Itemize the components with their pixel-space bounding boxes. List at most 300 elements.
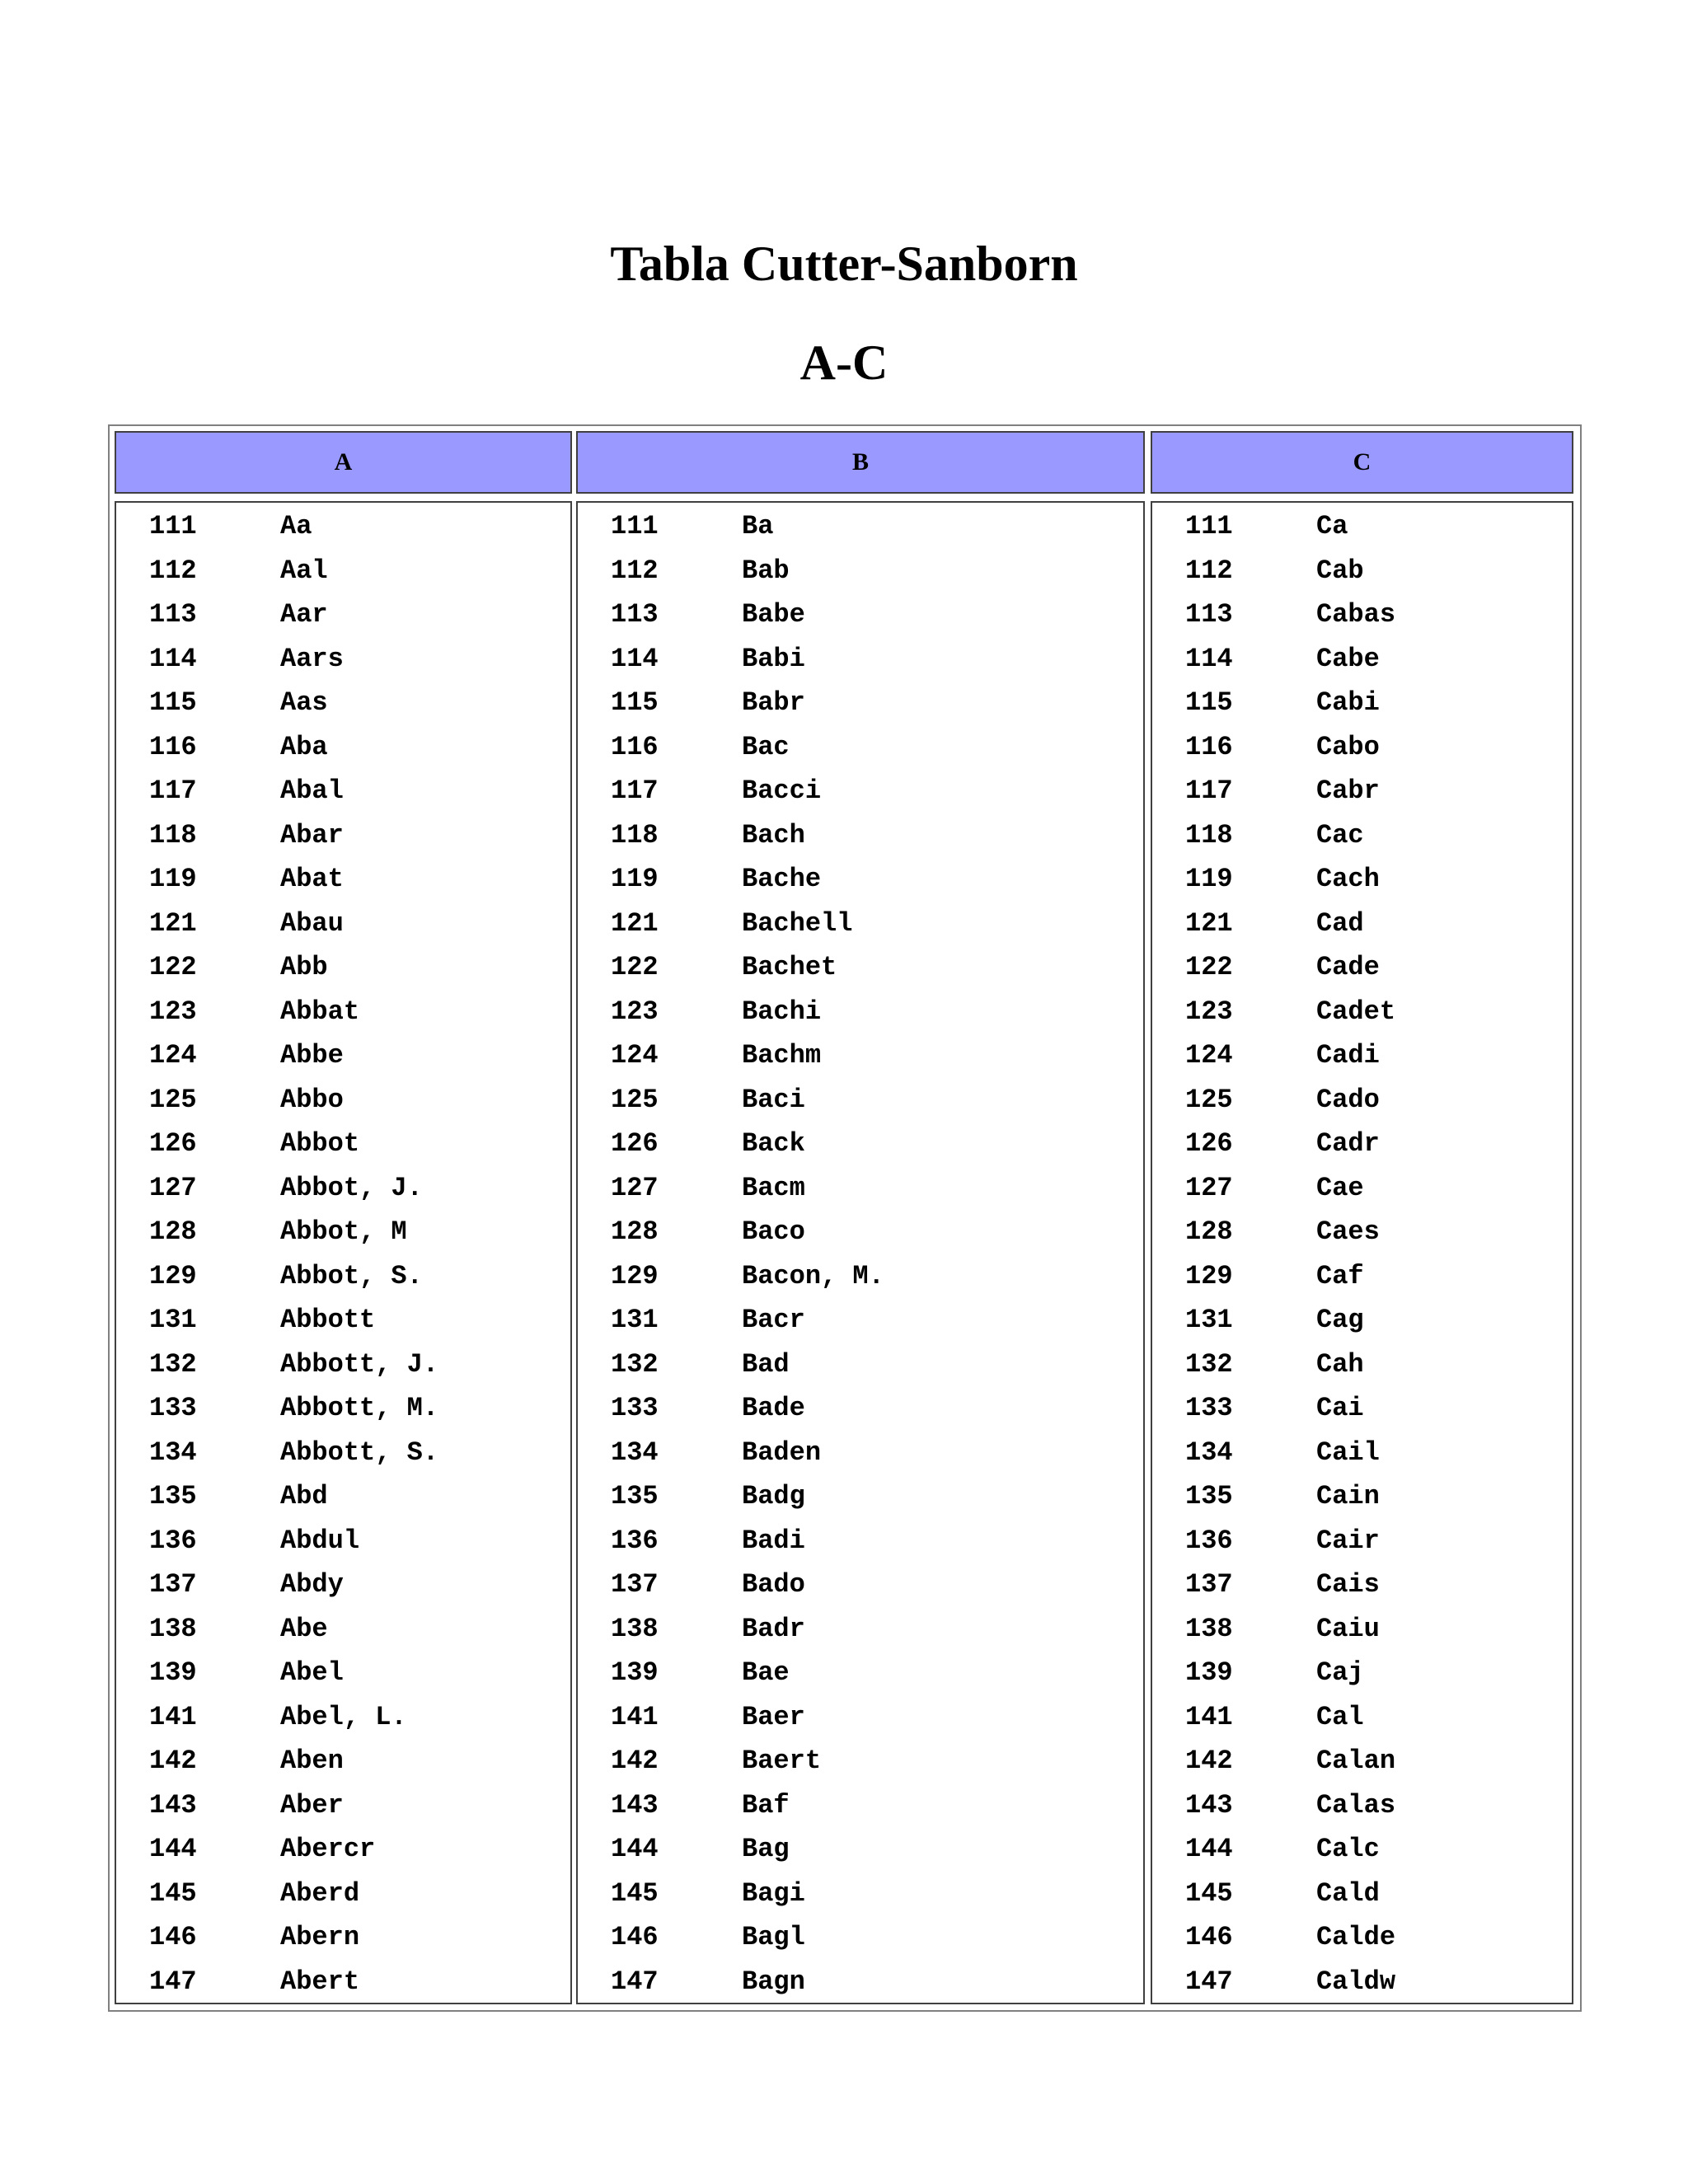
- cutter-name: Abdul: [280, 1525, 360, 1556]
- table-row: [578, 1040, 1143, 1085]
- cutter-number: 126: [1185, 1128, 1233, 1159]
- table-row: [1152, 1657, 1572, 1702]
- cutter-name: Caiu: [1316, 1613, 1380, 1644]
- cutter-name: Badr: [742, 1613, 805, 1644]
- cutter-name: Cadet: [1316, 996, 1396, 1027]
- cutter-name: Bae: [742, 1657, 790, 1688]
- table-row: [1152, 599, 1572, 644]
- cutter-name: Baci: [742, 1084, 805, 1115]
- cutter-name: Cair: [1316, 1525, 1380, 1556]
- cutter-number: 144: [149, 1834, 197, 1864]
- table-row: [1152, 1834, 1572, 1878]
- cutter-name: Babi: [742, 643, 805, 674]
- cutter-name: Abern: [280, 1922, 360, 1952]
- cutter-name: Cabas: [1316, 599, 1396, 630]
- cutter-name: Bac: [742, 731, 790, 762]
- cutter-name: Cabr: [1316, 776, 1380, 806]
- table-row: [1152, 1128, 1572, 1173]
- cutter-name: Cabe: [1316, 643, 1380, 674]
- cutter-number: 129: [1185, 1260, 1233, 1291]
- cutter-number: 136: [1185, 1525, 1233, 1556]
- cutter-number: 126: [611, 1128, 659, 1159]
- cutter-number: 134: [611, 1436, 659, 1468]
- cutter-number: 118: [611, 819, 659, 851]
- cutter-name: Abbo: [280, 1084, 344, 1115]
- table-row: [116, 1173, 570, 1217]
- cutter-number: 139: [1185, 1657, 1233, 1688]
- cutter-name: Babe: [742, 599, 805, 630]
- cutter-number: 123: [1185, 996, 1233, 1027]
- cutter-number: 144: [1185, 1834, 1233, 1864]
- cutter-number: 131: [1185, 1305, 1233, 1335]
- table-row: [1152, 1526, 1572, 1570]
- cutter-name: Caldw: [1316, 1966, 1396, 1997]
- table-row: [578, 1790, 1143, 1835]
- cutter-number: 134: [149, 1436, 197, 1468]
- cutter-number: 146: [1185, 1922, 1233, 1952]
- table-row: [116, 687, 570, 732]
- cutter-name: Abbott: [280, 1305, 376, 1335]
- table-row: [1152, 1702, 1572, 1746]
- cutter-number: 132: [149, 1348, 197, 1380]
- table-row: [578, 1526, 1143, 1570]
- page-title: Tabla Cutter-Sanborn: [610, 237, 1078, 291]
- cutter-name: Cac: [1316, 819, 1364, 851]
- cutter-name: Cach: [1316, 864, 1380, 894]
- cutter-name: Cab: [1316, 555, 1364, 586]
- table-row: [116, 1834, 570, 1878]
- table-row: [116, 1437, 570, 1482]
- cutter-number: 141: [1185, 1701, 1233, 1732]
- cutter-name: Abel, L.: [280, 1701, 407, 1732]
- table-row: [1152, 1261, 1572, 1305]
- cutter-number: 111: [1185, 511, 1233, 541]
- table-row: [116, 511, 570, 555]
- cutter-name: Abat: [280, 864, 344, 894]
- cutter-number: 135: [611, 1481, 659, 1511]
- table-row: [578, 1746, 1143, 1790]
- cutter-name: Bachell: [742, 907, 853, 939]
- table-row: [1152, 996, 1572, 1041]
- table-row: [116, 1922, 570, 1966]
- cutter-number: 125: [611, 1084, 659, 1115]
- cutter-name: Bag: [742, 1834, 790, 1864]
- table-row: [116, 996, 570, 1041]
- table-row: [578, 1702, 1143, 1746]
- table-row: [1152, 1349, 1572, 1394]
- table-row: [1152, 1790, 1572, 1835]
- table-row: [578, 908, 1143, 953]
- cutter-name: Abbe: [280, 1040, 344, 1071]
- cutter-number: 121: [149, 907, 197, 939]
- cutter-number: 137: [1185, 1569, 1233, 1600]
- table-row: [578, 644, 1143, 688]
- cutter-name: Cado: [1316, 1084, 1380, 1115]
- table-row: [116, 1261, 570, 1305]
- cutter-number: 117: [149, 776, 197, 806]
- table-row: [578, 864, 1143, 908]
- cutter-number: 118: [149, 819, 197, 851]
- cutter-number: 129: [149, 1260, 197, 1291]
- cutter-number: 126: [149, 1128, 197, 1159]
- cutter-name: Cadr: [1316, 1128, 1380, 1159]
- table-row: [578, 1922, 1143, 1966]
- cutter-name: Bagl: [742, 1922, 805, 1952]
- cutter-number: 122: [149, 952, 197, 982]
- table-row: [578, 1966, 1143, 2011]
- cutter-number: 137: [149, 1569, 197, 1600]
- table-row: [578, 1128, 1143, 1173]
- cutter-name: Back: [742, 1128, 805, 1159]
- cutter-number: 133: [149, 1393, 197, 1423]
- cutter-name: Abau: [280, 907, 344, 939]
- cutter-number: 136: [611, 1525, 659, 1556]
- cutter-number: 143: [611, 1789, 659, 1821]
- cutter-number: 127: [1185, 1172, 1233, 1203]
- cutter-name: Caes: [1316, 1216, 1380, 1247]
- cutter-name: Bade: [742, 1393, 805, 1423]
- cutter-name: Abar: [280, 819, 344, 851]
- page-subtitle: A-C: [799, 335, 889, 390]
- cutter-number: 134: [1185, 1436, 1233, 1468]
- cutter-number: 142: [149, 1746, 197, 1776]
- table-row: [1152, 1216, 1572, 1261]
- cutter-number: 143: [149, 1789, 197, 1821]
- table-row: [116, 1128, 570, 1173]
- cutter-number: 145: [1185, 1877, 1233, 1909]
- cutter-number: 111: [611, 511, 659, 541]
- cutter-number: 114: [149, 643, 197, 674]
- cutter-name: Aberd: [280, 1877, 360, 1909]
- cutter-number: 112: [1185, 555, 1233, 586]
- column-body-b: [576, 501, 1145, 2004]
- cutter-name: Abd: [280, 1481, 328, 1511]
- cutter-number: 115: [1185, 687, 1233, 718]
- cutter-number: 128: [1185, 1216, 1233, 1247]
- cutter-number: 118: [1185, 819, 1233, 851]
- cutter-name: Badi: [742, 1525, 805, 1556]
- cutter-number: 116: [611, 731, 659, 762]
- table-row: [578, 1216, 1143, 1261]
- cutter-name: Aber: [280, 1789, 344, 1821]
- cutter-name: Caf: [1316, 1260, 1364, 1291]
- cutter-number: 119: [149, 864, 197, 894]
- cutter-number: 144: [611, 1834, 659, 1864]
- cutter-number: 145: [149, 1877, 197, 1909]
- table-row: [578, 1878, 1143, 1923]
- cutter-name: Cail: [1316, 1436, 1380, 1468]
- column-header-a: A: [115, 431, 572, 494]
- cutter-name: Cain: [1316, 1481, 1380, 1511]
- cutter-name: Bado: [742, 1569, 805, 1600]
- cutter-number: 114: [1185, 643, 1233, 674]
- table-row: [578, 1349, 1143, 1394]
- cutter-number: 138: [1185, 1613, 1233, 1644]
- cutter-name: Aars: [280, 643, 344, 674]
- cutter-name: Abbott, J.: [280, 1348, 439, 1380]
- cutter-name: Cabo: [1316, 731, 1380, 762]
- cutter-name: Baer: [742, 1701, 805, 1732]
- cutter-number: 121: [1185, 907, 1233, 939]
- cutter-number: 125: [1185, 1084, 1233, 1115]
- table-row: [578, 996, 1143, 1041]
- cutter-name: Caj: [1316, 1657, 1364, 1688]
- cutter-number: 147: [1185, 1966, 1233, 1997]
- table-row: [1152, 908, 1572, 953]
- cutter-number: 147: [149, 1966, 197, 1997]
- table-row: [1152, 732, 1572, 776]
- table-row: [578, 1481, 1143, 1526]
- table-row: [578, 1173, 1143, 1217]
- cutter-number: 143: [1185, 1789, 1233, 1821]
- cutter-name: Badg: [742, 1481, 805, 1511]
- cutter-number: 135: [1185, 1481, 1233, 1511]
- table-row: [116, 644, 570, 688]
- cutter-number: 128: [611, 1216, 659, 1247]
- table-row: [1152, 687, 1572, 732]
- cutter-number: 122: [1185, 952, 1233, 982]
- table-row: [116, 1878, 570, 1923]
- cutter-number: 119: [1185, 864, 1233, 894]
- cutter-number: 145: [611, 1877, 659, 1909]
- cutter-number: 115: [611, 687, 659, 718]
- table-row: [1152, 776, 1572, 820]
- cutter-name: Bacr: [742, 1305, 805, 1335]
- cutter-name: Bad: [742, 1348, 790, 1380]
- table-row: [1152, 1437, 1572, 1482]
- table-row: [578, 599, 1143, 644]
- table-row: [1152, 864, 1572, 908]
- column-body-c: [1151, 501, 1573, 2004]
- table-row: [578, 511, 1143, 555]
- table-row: [1152, 1922, 1572, 1966]
- table-row: [1152, 644, 1572, 688]
- table-row: [578, 732, 1143, 776]
- table-row: [116, 908, 570, 953]
- table-row: [578, 1569, 1143, 1614]
- table-row: [1152, 555, 1572, 600]
- cutter-number: 129: [611, 1260, 659, 1291]
- cutter-number: 119: [611, 864, 659, 894]
- cutter-number: 123: [149, 996, 197, 1027]
- cutter-name: Babr: [742, 687, 805, 718]
- cutter-number: 139: [611, 1657, 659, 1688]
- table-row: [116, 1966, 570, 2011]
- cutter-number: 117: [611, 776, 659, 806]
- cutter-name: Abercr: [280, 1834, 376, 1864]
- cutter-name: Abal: [280, 776, 344, 806]
- cutter-name: Cal: [1316, 1701, 1364, 1732]
- table-row: [578, 1305, 1143, 1349]
- cutter-number: 113: [149, 599, 197, 630]
- cutter-name: Cae: [1316, 1172, 1364, 1203]
- cutter-name: Abe: [280, 1613, 328, 1644]
- cutter-name: Baden: [742, 1436, 822, 1468]
- cutter-number: 136: [149, 1525, 197, 1556]
- table-row: [578, 1437, 1143, 1482]
- cutter-name: Abbott, M.: [280, 1393, 439, 1423]
- cutter-table: [108, 424, 1582, 2012]
- table-row: [116, 1614, 570, 1658]
- table-row: [578, 687, 1143, 732]
- cutter-name: Calc: [1316, 1834, 1380, 1864]
- cutter-name: Abbat: [280, 996, 360, 1027]
- cutter-number: 116: [1185, 731, 1233, 762]
- table-row: [116, 1526, 570, 1570]
- table-row: [1152, 1173, 1572, 1217]
- table-row: [1152, 1481, 1572, 1526]
- cutter-number: 124: [1185, 1040, 1233, 1071]
- cutter-name: Baert: [742, 1746, 822, 1776]
- table-row: [578, 1834, 1143, 1878]
- cutter-name: Abdy: [280, 1569, 344, 1600]
- cutter-name: Aas: [280, 687, 328, 718]
- table-row: [116, 1569, 570, 1614]
- cutter-name: Calas: [1316, 1789, 1396, 1821]
- cutter-name: Cadi: [1316, 1040, 1380, 1071]
- table-row: [578, 1085, 1143, 1129]
- table-row: [116, 1657, 570, 1702]
- cutter-number: 133: [1185, 1393, 1233, 1423]
- table-row: [116, 776, 570, 820]
- cutter-name: Abbott, S.: [280, 1436, 439, 1468]
- table-row: [1152, 511, 1572, 555]
- table-row: [116, 1216, 570, 1261]
- cutter-name: Bache: [742, 864, 822, 894]
- cutter-number: 123: [611, 996, 659, 1027]
- cutter-number: 131: [611, 1305, 659, 1335]
- table-row: [1152, 1878, 1572, 1923]
- table-row: [116, 1040, 570, 1085]
- cutter-name: Cais: [1316, 1569, 1380, 1600]
- cutter-name: Bagn: [742, 1966, 805, 1997]
- cutter-name: Bach: [742, 819, 805, 851]
- cutter-number: 125: [149, 1084, 197, 1115]
- cutter-number: 128: [149, 1216, 197, 1247]
- cutter-name: Bacon, M.: [742, 1260, 884, 1291]
- column-header-b: B: [576, 431, 1145, 494]
- cutter-name: Bacci: [742, 776, 822, 806]
- table-row: [578, 820, 1143, 865]
- table-row: [116, 952, 570, 996]
- cutter-number: 116: [149, 731, 197, 762]
- cutter-name: Cad: [1316, 907, 1364, 939]
- cutter-name: Aar: [280, 599, 328, 630]
- cutter-name: Bab: [742, 555, 790, 586]
- table-row: [578, 1657, 1143, 1702]
- cutter-name: Cag: [1316, 1305, 1364, 1335]
- table-row: [116, 1481, 570, 1526]
- table-row: [116, 864, 570, 908]
- cutter-number: 141: [611, 1701, 659, 1732]
- table-row: [116, 1746, 570, 1790]
- table-row: [578, 1261, 1143, 1305]
- cutter-number: 127: [149, 1172, 197, 1203]
- cutter-number: 121: [611, 907, 659, 939]
- table-row: [116, 599, 570, 644]
- cutter-name: Abbot, S.: [280, 1260, 423, 1291]
- cutter-number: 146: [611, 1922, 659, 1952]
- cutter-number: 137: [611, 1569, 659, 1600]
- table-row: [116, 1349, 570, 1394]
- table-row: [1152, 1614, 1572, 1658]
- cutter-name: Abbot, J.: [280, 1172, 423, 1203]
- cutter-number: 139: [149, 1657, 197, 1688]
- cutter-name: Aal: [280, 555, 328, 586]
- cutter-number: 133: [611, 1393, 659, 1423]
- cutter-number: 114: [611, 643, 659, 674]
- cutter-number: 113: [1185, 599, 1233, 630]
- table-row: [116, 732, 570, 776]
- table-row: [116, 1085, 570, 1129]
- cutter-number: 115: [149, 687, 197, 718]
- table-row: [1152, 1040, 1572, 1085]
- table-row: [116, 1305, 570, 1349]
- cutter-name: Bachm: [742, 1040, 822, 1071]
- cutter-name: Aben: [280, 1746, 344, 1776]
- table-row: [578, 952, 1143, 996]
- cutter-number: 142: [611, 1746, 659, 1776]
- cutter-number: 127: [611, 1172, 659, 1203]
- table-row: [116, 820, 570, 865]
- cutter-name: Cade: [1316, 952, 1380, 982]
- cutter-name: Baf: [742, 1789, 790, 1821]
- cutter-name: Cai: [1316, 1393, 1364, 1423]
- cutter-name: Baco: [742, 1216, 805, 1247]
- table-row: [116, 555, 570, 600]
- column-header-c: C: [1151, 431, 1573, 494]
- table-row: [1152, 820, 1572, 865]
- cutter-number: 141: [149, 1701, 197, 1732]
- cutter-name: Abel: [280, 1657, 344, 1688]
- cutter-name: Bachi: [742, 996, 822, 1027]
- table-row: [1152, 1393, 1572, 1437]
- table-row: [1152, 1085, 1572, 1129]
- cutter-name: Cah: [1316, 1348, 1364, 1380]
- cutter-name: Cald: [1316, 1877, 1380, 1909]
- table-row: [578, 1393, 1143, 1437]
- cutter-name: Abbot: [280, 1128, 360, 1159]
- cutter-number: 112: [611, 555, 659, 586]
- cutter-number: 138: [611, 1613, 659, 1644]
- cutter-number: 113: [611, 599, 659, 630]
- table-row: [578, 1614, 1143, 1658]
- cutter-name: Abb: [280, 952, 328, 982]
- table-row: [1152, 952, 1572, 996]
- cutter-number: 131: [149, 1305, 197, 1335]
- cutter-name: Aba: [280, 731, 328, 762]
- table-row: [1152, 1746, 1572, 1790]
- cutter-number: 124: [611, 1040, 659, 1071]
- cutter-number: 112: [149, 555, 197, 586]
- cutter-number: 147: [611, 1966, 659, 1997]
- cutter-name: Cabi: [1316, 687, 1380, 718]
- cutter-name: Calan: [1316, 1746, 1396, 1776]
- cutter-number: 142: [1185, 1746, 1233, 1776]
- cutter-number: 146: [149, 1922, 197, 1952]
- cutter-name: Aa: [280, 511, 312, 541]
- table-row: [116, 1702, 570, 1746]
- cutter-name: Abert: [280, 1966, 360, 1997]
- table-row: [116, 1393, 570, 1437]
- table-row: [116, 1790, 570, 1835]
- cutter-name: Abbot, M: [280, 1216, 407, 1247]
- cutter-name: Ba: [742, 511, 774, 541]
- cutter-name: Ca: [1316, 511, 1348, 541]
- cutter-name: Bagi: [742, 1877, 805, 1909]
- cutter-number: 132: [1185, 1348, 1233, 1380]
- column-body-a: [115, 501, 572, 2004]
